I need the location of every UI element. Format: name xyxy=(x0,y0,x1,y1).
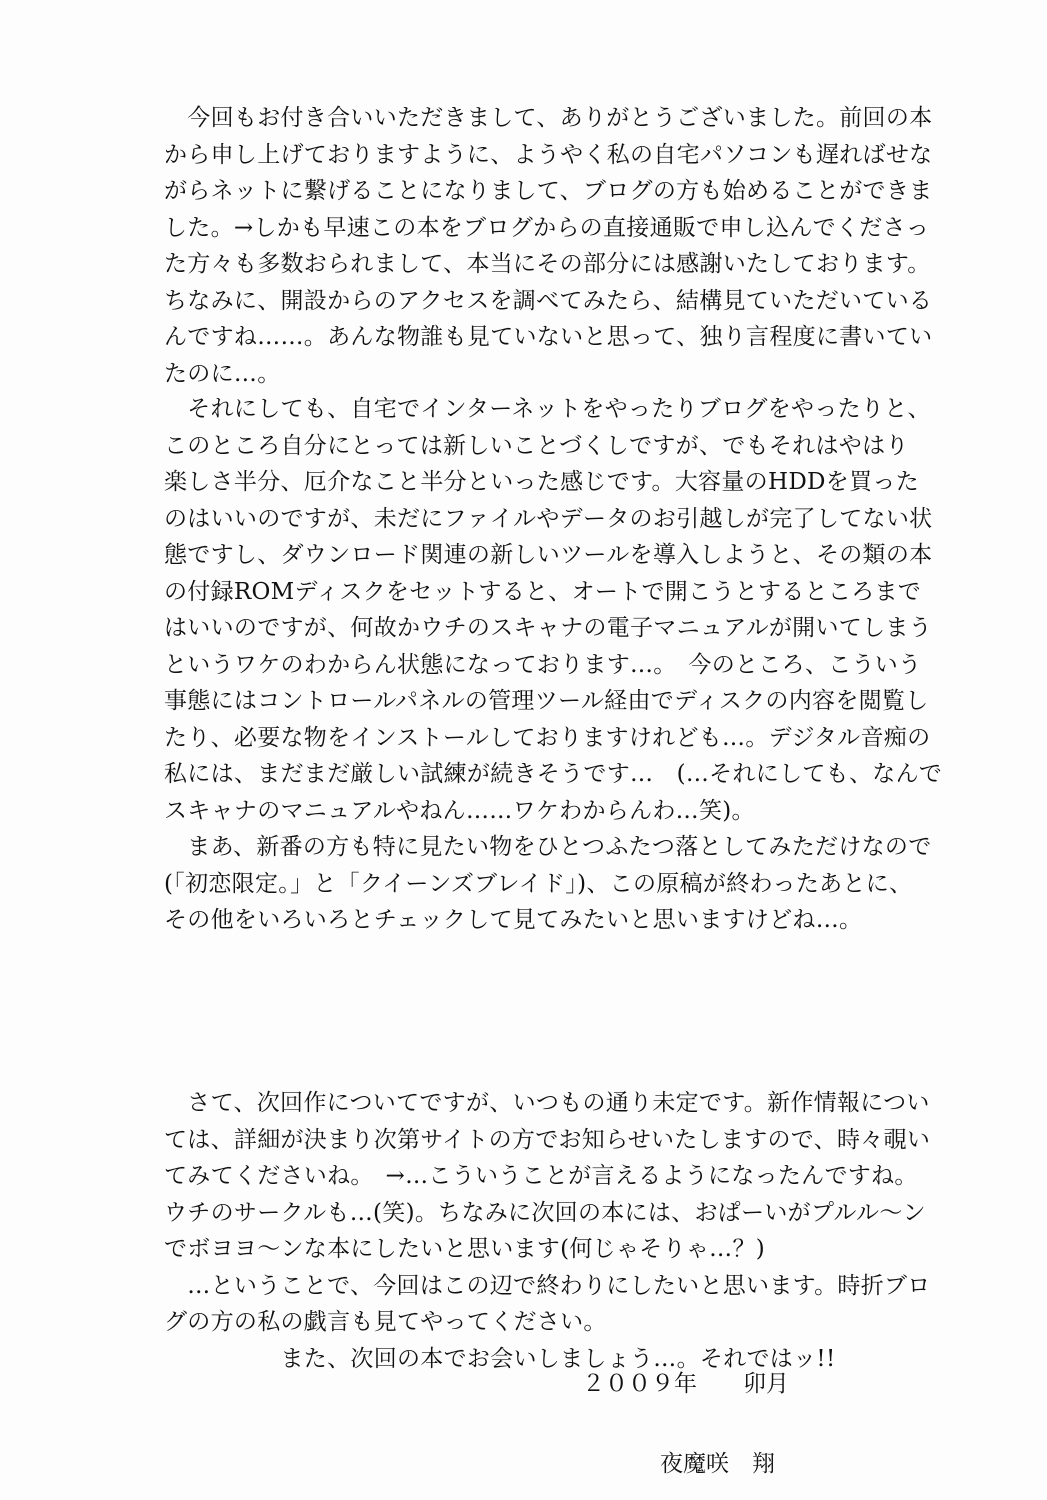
text-line: んですね……。あんな物誰も見ていないと思って、独り言程度に書いてい xyxy=(164,324,933,350)
text-line: のはいいのですが、未だにファイルやデータのお引越しが完了してない状 xyxy=(164,505,933,532)
text-line: した。→しかも早速この本をブログからの直接通販で申し込んでくださっ xyxy=(164,214,930,241)
paragraph-next-work xyxy=(164,1085,931,1377)
paragraph-internet xyxy=(164,391,943,939)
text-line: ちなみに、開設からのアクセスを調べてみたら、結構見ていただいている xyxy=(164,287,933,314)
text-line: ては、詳細が決まり次第サイトの方でお知らせいたしますので、時々覗い xyxy=(164,1126,931,1153)
text-line: たり、必要な物をインストールしておりますけれども…。デジタル音痴の xyxy=(164,724,931,751)
text-line: 楽しさ半分、厄介なこと半分といった感じです。大容量のHDDを買った xyxy=(164,469,919,495)
text-line: でボヨヨ～ンな本にしたいと思います(何じゃそりゃ…？) xyxy=(164,1236,766,1262)
text-line: 私には、まだまだ厳しい試練が続きそうです… (…それにしても、なんで xyxy=(164,761,943,787)
text-line: グの方の私の戯言も見てやってください。 xyxy=(164,1309,607,1335)
paragraph-thanks xyxy=(164,100,933,392)
text-line: から申し上げておりますように、ようやく私の自宅パソコンも遅ればせな xyxy=(164,141,933,168)
text-line: 事態にはコントロールパネルの管理ツール経由でディスクの内容を閲覧し xyxy=(164,688,929,714)
text-line: た方々も多数おられまして、本当にその部分には感謝いたしております。 xyxy=(164,251,931,277)
text-line: スキャナのマニュアルやねん……ワケわからんわ…笑)。 xyxy=(164,797,755,824)
text-line: はいいのですが、何故かウチのスキャナの電子マニュアルが開いてしまう xyxy=(164,615,932,641)
text-line: たのに…。 xyxy=(164,360,281,387)
date-line: ２００９年 卯月 xyxy=(582,1371,789,1397)
text-line: それにしても、自宅でインターネットをやったりブログをやったりと、 xyxy=(164,396,931,422)
text-line: 態ですし、ダウンロード関連の新しいツールを導入しようと、その類の本 xyxy=(164,542,933,568)
text-line: というワケのわからん状態になっております…。 今のところ、こういう xyxy=(164,651,922,678)
text-line: の付録ROMディスクをセットすると、オートで開こうとするところまで xyxy=(164,578,922,605)
text-line: ウチのサークルも…(笑)。ちなみに次回の本には、おぱーいがプルル～ン xyxy=(164,1199,926,1226)
text-line: …ということで、今回はこの辺で終わりにしたいと思います。時折ブロ xyxy=(164,1272,931,1299)
text-line: てみてくださいね。 →…こういうことが言えるようになったんですね。 xyxy=(164,1163,918,1189)
text-line: (「初恋限定。」と「クイーンズブレイド」)、この原稿が終わったあとに、 xyxy=(164,870,913,897)
text-line: さて、次回作についてですが、いつもの通り未定です。新作情報につい xyxy=(164,1090,930,1116)
author-signature: 夜魔咲 翔 xyxy=(660,1451,775,1477)
text-line: その他をいろいろとチェックして見てみたいと思いますけどね…。 xyxy=(164,907,863,933)
text-line: がらネットに繋げることになりまして、ブログの方も始めることができま xyxy=(164,178,933,204)
text-line: 今回もお付き合いいただきまして、ありがとうございました。前回の本 xyxy=(164,105,933,131)
text-line: このところ自分にとっては新しいことづくしですが、でもそれはやはり xyxy=(164,432,909,459)
text-line: まあ、新番の方も特に見たい物をひとつふたつ落としてみただけなので xyxy=(164,834,932,860)
text-line: また、次回の本でお会いしましょう…。それではッ!! xyxy=(164,1345,836,1372)
